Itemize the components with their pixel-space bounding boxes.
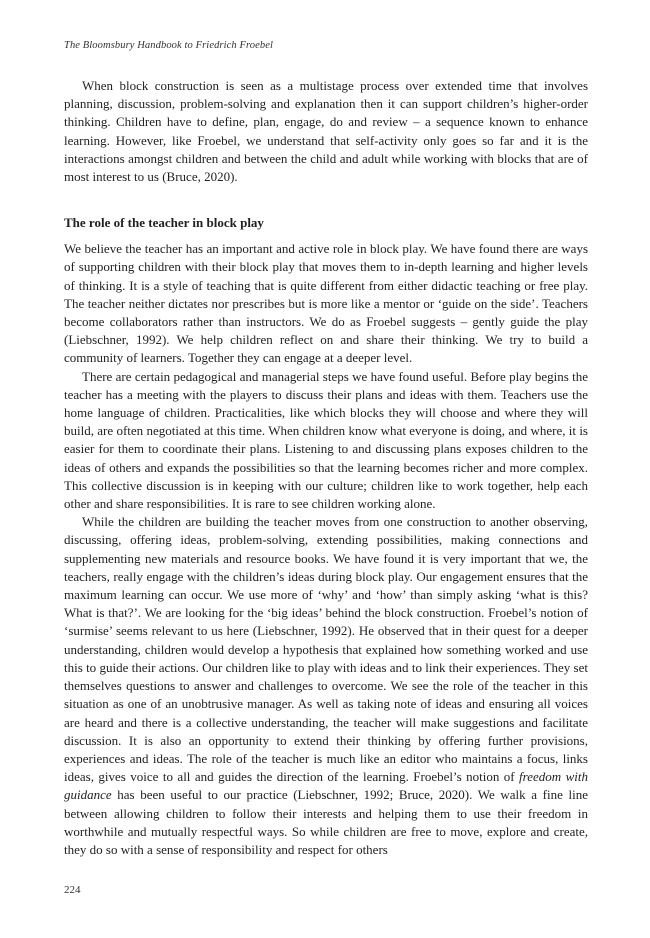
body-text bbox=[64, 77, 588, 859]
paragraph-text: While the children are building the teacher moves from one construction to another observing, discussing, offering ideas, problem-solving, extending possibilities, making connections and supplementing new materials and resource books. We have found it is very important that we, the teachers, really engage with the children’s ideas during block play. Our engagement ensures that the maximum learning can occur. We use more of ‘why’ and ‘how’ than simply asking ‘what is this? What is that?’. We are looking for the ‘big ideas’ behind the block construction. Froebel’s notion of ‘surmise’ seems relevant to us here (Liebschner, 1992). He observed that in their quest for a deeper understanding, children would develop a hypothesis that explained how something worked and use this to guide their actions. Our children like to play with ideas and to link their experiences. They set themselves questions to answer and challenges to overcome. We see the role of the teacher in this situation as one of an unobtrusive manager. As well as taking note of ideas and ensuring all voices are heard and there is a collective understanding, the teacher will make suggestions and facilitate discussion. It is also an opportunity to extend their thinking by offering further provisions, experiences and ideas. The role of the teacher is much like an editor who maintains a focus, links ideas, gives voice to all and guides the direction of the learning. Froebel’s notion of bbox=[64, 514, 588, 785]
paragraph-text: has been useful to our practice (Liebschner, 1992; Bruce, 2020). We walk a fine line between allowing children to follow their interests and helping them to use their freedom in worthwhile and mutually respectful ways. So while children are free to move, explore and create, they do so with a sense of responsibility and respect for others bbox=[64, 787, 588, 857]
paragraph: There are certain pedagogical and managerial steps we have found useful. Before play begins the teacher has a meeting with the players to discuss their plans and ideas with them. Teachers use the home language of children. Practicalities, like which blocks they will choose and where they will build, are often negotiated at this time. When children know what everyone is doing, and where, it is easier for them to coordinate their plans. Listening to and discussing plans exposes children to the ideas of others and expands the possibilities so that the learning becomes richer and more complex. This collective discussion is in keeping with our culture; children like to work together, help each other and share responsibilities. It is rare to see children working alone. bbox=[64, 368, 588, 512]
section-heading: The role of the teacher in block play bbox=[64, 215, 264, 231]
page-number: 224 bbox=[64, 884, 81, 896]
paragraph bbox=[64, 513, 588, 859]
paragraph: When block construction is seen as a multistage process over extended time that involves planning, discussion, problem-solving and explanation then it can support children’s higher-order thinking. Children have to define, plan, engage, do and review – a sequence known to enhance learning. However, like Froebel, we understand that self-activity only goes so far and it is the interactions amongst children and between the child and adult while working with blocks that are of most interest to us (Bruce, 2020). bbox=[64, 78, 588, 185]
running-head: The Bloomsbury Handbook to Friedrich Froebel bbox=[64, 40, 274, 51]
paragraph: We believe the teacher has an important and active role in block play. We have found there are ways of supporting children with their block play that moves them to in-depth learning and higher levels of thinking. It is a style of teaching that is quite different from either didactic teaching or free play. The teacher neither dictates nor prescribes but is more like a mentor or ‘guide on the side’. Teachers become collaborators rather than instructors. We do as Froebel suggests – gently guide the play (Liebschner, 1992). We help children reflect on and share their thinking. We try to build a community of learners. Together they can engage at a deeper level. bbox=[64, 241, 588, 366]
italic-phrase: freedom with guidance bbox=[64, 769, 588, 803]
